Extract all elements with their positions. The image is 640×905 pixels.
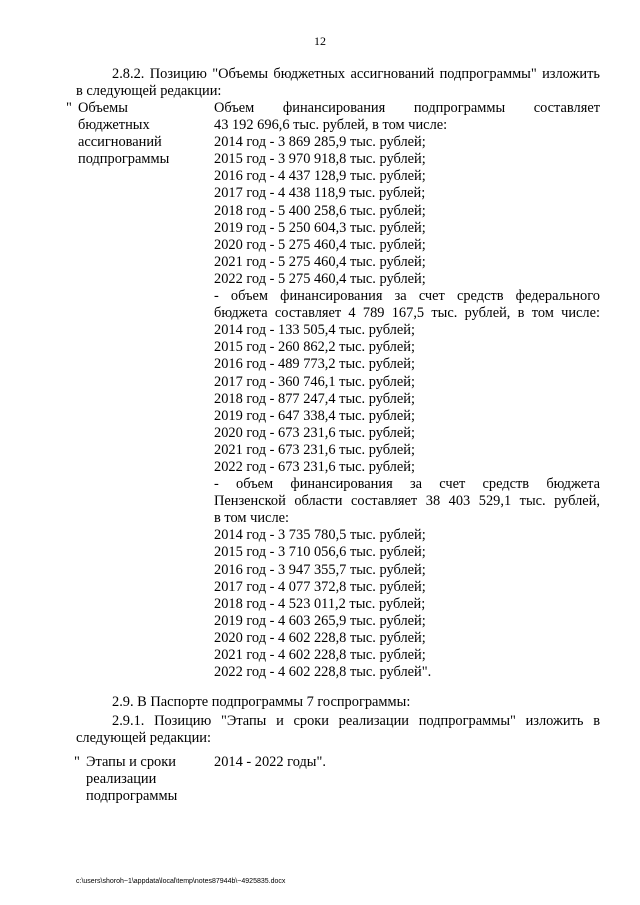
budget-value-line: 2014 год - 133 505,4 тыс. рублей; (214, 322, 415, 339)
budget-label-line: подпрограммы (78, 151, 170, 168)
stages-value: 2014 - 2022 годы". (214, 754, 326, 770)
paragraph-2-9-1-line2: следующей редакции: (76, 730, 211, 746)
budget-value-line: 2015 год - 3 710 056,6 тыс. рублей; (214, 544, 426, 561)
budget-value-line: - объем финансирования за счет средств федерального (214, 288, 600, 305)
budget-value-line: 2017 год - 4 077 372,8 тыс. рублей; (214, 578, 426, 595)
budget-value-line: 2020 год - 4 602 228,8 тыс. рублей; (214, 629, 426, 646)
budget-label-line: бюджетных (78, 117, 150, 134)
budget-value-line: 2014 год - 3 735 780,5 тыс. рублей; (214, 527, 426, 544)
budget-label-column (78, 100, 208, 168)
budget-value-line: 2022 год - 5 275 460,4 тыс. рублей; (214, 270, 426, 287)
budget-value-line: 2014 год - 3 869 285,9 тыс. рублей; (214, 134, 426, 151)
page-number: 12 (314, 34, 326, 48)
file-path-footer: c:\users\shoroh~1\appdata\local\temp\notes87944b\~4925835.docx (76, 878, 286, 885)
budget-value-line: 2019 год - 647 338,4 тыс. рублей; (214, 407, 415, 424)
budget-value-line: Пензенской области составляет 38 403 529,1 тыс. рублей, (214, 493, 600, 510)
open-quote-2: " (74, 754, 80, 770)
stages-label-column (86, 754, 216, 805)
budget-label-line: ассигнований (78, 134, 162, 151)
stages-label-line: подпрограммы (86, 788, 178, 805)
budget-value-line: Объем финансирования подпрограммы составляет (214, 100, 600, 116)
budget-value-line: 2015 год - 3 970 918,8 тыс. рублей; (214, 151, 426, 168)
budget-value-line: 2019 год - 4 603 265,9 тыс. рублей; (214, 612, 426, 629)
stages-label-line: реализации (86, 771, 157, 788)
paragraph-2-8-2-line2: в следующей редакции: (76, 83, 222, 99)
stages-label-line: Этапы и сроки (86, 754, 176, 770)
budget-value-line: 2021 год - 673 231,6 тыс. рублей; (214, 441, 415, 458)
budget-value-line: - объем финансирования за счет средств бюджета (214, 476, 600, 493)
budget-value-line: 2022 год - 673 231,6 тыс. рублей; (214, 458, 415, 475)
budget-value-line: бюджета составляет 4 789 167,5 тыс. рублей, в том числе: (214, 305, 600, 322)
budget-values-column (214, 100, 600, 681)
paragraph-2-9-1-line1: 2.9.1. Позицию "Этапы и сроки реализации подпрограммы" изложить в (112, 713, 600, 729)
paragraph-2-8-2-line1: 2.8.2. Позицию "Объемы бюджетных ассигнований подпрограммы" изложить (112, 66, 600, 82)
paragraph-2-9: 2.9. В Паспорте подпрограммы 7 госпрограммы: (112, 694, 411, 710)
budget-value-line: 2016 год - 4 437 128,9 тыс. рублей; (214, 168, 426, 185)
budget-value-line: 2017 год - 360 746,1 тыс. рублей; (214, 373, 415, 390)
budget-value-line: 2021 год - 4 602 228,8 тыс. рублей; (214, 647, 426, 663)
budget-value-line: 2016 год - 489 773,2 тыс. рублей; (214, 356, 415, 373)
budget-label-line: Объемы (78, 100, 128, 116)
open-quote-1: " (66, 100, 72, 116)
budget-value-line: 2020 год - 673 231,6 тыс. рублей; (214, 424, 415, 441)
budget-value-line: 2015 год - 260 862,2 тыс. рублей; (214, 339, 415, 356)
budget-value-line: 2019 год - 5 250 604,3 тыс. рублей; (214, 219, 426, 236)
budget-value-line: 43 192 696,6 тыс. рублей, в том числе: (214, 117, 448, 134)
budget-value-line: в том числе: (214, 510, 290, 527)
budget-value-line: 2018 год - 4 523 011,2 тыс. рублей; (214, 595, 426, 612)
budget-value-line: 2017 год - 4 438 118,9 тыс. рублей; (214, 185, 426, 202)
budget-value-line: 2020 год - 5 275 460,4 тыс. рублей; (214, 236, 426, 253)
budget-value-line: 2018 год - 877 247,4 тыс. рублей; (214, 390, 415, 407)
budget-value-line: 2021 год - 5 275 460,4 тыс. рублей; (214, 253, 426, 270)
budget-value-line: 2022 год - 4 602 228,8 тыс. рублей". (214, 664, 432, 681)
budget-value-line: 2016 год - 3 947 355,7 тыс. рублей; (214, 561, 426, 578)
budget-value-line: 2018 год - 5 400 258,6 тыс. рублей; (214, 202, 426, 219)
